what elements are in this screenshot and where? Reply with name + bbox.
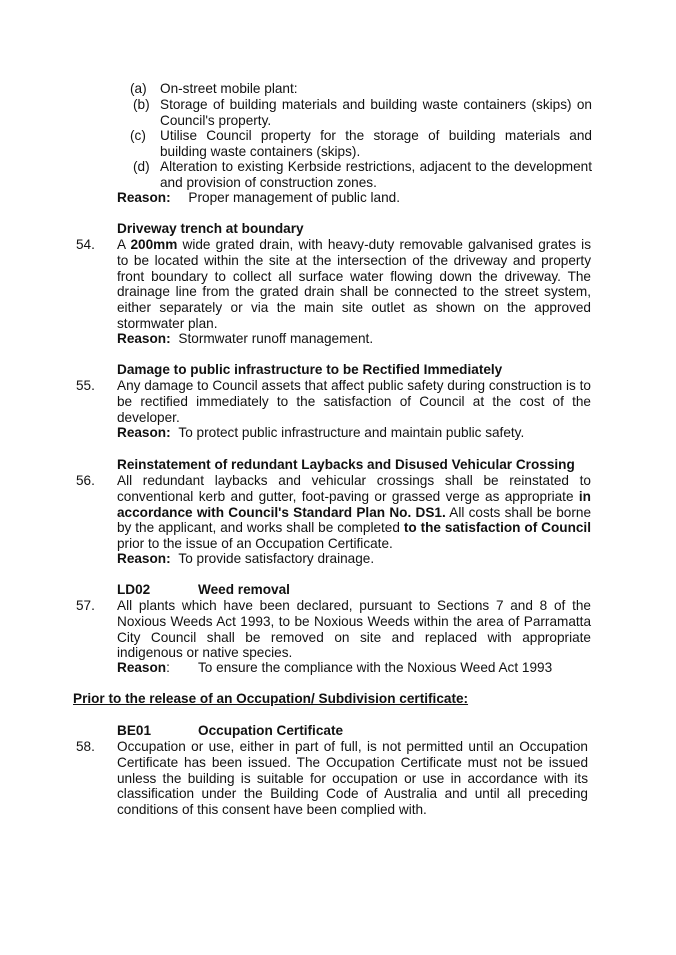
reason-label: Reason: xyxy=(117,190,171,205)
intro-item-text: On-street mobile plant: xyxy=(160,81,298,96)
reason-text: To protect public infrastructure and maintain public safety. xyxy=(178,425,525,440)
condition-57-reason xyxy=(117,660,170,676)
condition-54-text-post: wide grated drain, with heavy-duty removable galvanised grates is to be located within the site at the intersection of the driveway and property front boundary to collect all surface water flowing down the driveway. The drainage line from the grated drain shall be connected to the street system, either separately or via the main site outlet as shown on the approved stormwater plan. xyxy=(117,237,592,331)
condition-58-heading: Occupation Certificate xyxy=(198,723,344,738)
reason-label: Reason: xyxy=(117,551,171,566)
condition-56-text-3: prior to the issue of an Occupation Certificate. xyxy=(117,536,393,552)
condition-56-heading: Reinstatement of redundant Laybacks and Disused Vehicular Crossing xyxy=(117,457,575,472)
reason-label: Reason: xyxy=(117,331,171,346)
intro-item-c xyxy=(130,128,592,160)
condition-56-bold-2: to the satisfaction of Council xyxy=(403,520,591,536)
condition-58-number: 58. xyxy=(76,739,95,754)
intro-item-d xyxy=(133,159,592,191)
intro-reason xyxy=(117,190,400,206)
condition-54-body xyxy=(117,237,591,332)
intro-item-text: Storage of building materials and building waste containers (skips) on Council's property. xyxy=(160,97,592,128)
condition-56-number: 56. xyxy=(76,473,95,488)
intro-item-b xyxy=(133,97,592,129)
condition-57-code: LD02 xyxy=(117,582,151,597)
condition-57-reason-text: To ensure the compliance with the Noxious Weed Act 1993 xyxy=(198,660,553,675)
condition-56-body xyxy=(117,473,591,552)
condition-55-number: 55. xyxy=(76,378,95,393)
condition-54-text-pre: A xyxy=(117,237,131,252)
reason-text: Stormwater runoff management. xyxy=(178,331,374,346)
reason-label: Reason xyxy=(117,660,167,675)
section-heading: Prior to the release of an Occupation/ Subdivision certificate: xyxy=(73,691,469,706)
condition-55-heading: Damage to public infrastructure to be Rectified Immediately xyxy=(117,362,503,377)
condition-54-text-bold: 200mm xyxy=(130,237,178,252)
reason-text: To provide satisfactory drainage. xyxy=(178,551,375,566)
condition-57-body: All plants which have been declared, pursuant to Sections 7 and 8 of the Noxious Weeds Act 1993, to be Noxious Weeds within the area of Parramatta City Council shall be removed on site and replaced with appropriate indigenous or native species. xyxy=(117,598,591,661)
intro-item-text: Alteration to existing Kerbside restrictions, adjacent to the development and provision of construction zones. xyxy=(160,159,592,190)
condition-55-reason xyxy=(117,425,524,441)
condition-54-number: 54. xyxy=(76,237,95,252)
condition-56-bold-1: in accordance with Council's Standard Plan No. DS1. xyxy=(117,488,591,520)
condition-57-number: 57. xyxy=(76,598,95,613)
intro-item-text: Utilise Council property for the storage of building materials and building waste containers (skips). xyxy=(160,128,592,159)
reason-text: Proper management of public land. xyxy=(188,190,401,205)
reason-colon: : xyxy=(166,660,170,675)
condition-57-heading: Weed removal xyxy=(198,582,290,597)
intro-item-label: (a) xyxy=(130,81,147,96)
condition-58-code: BE01 xyxy=(117,723,152,738)
condition-54-reason xyxy=(117,331,373,347)
reason-label: Reason: xyxy=(117,425,171,440)
intro-item-label: (c) xyxy=(130,128,146,143)
condition-56-text-2: All costs shall be borne by the applicant, and works shall be completed xyxy=(117,504,591,536)
condition-54-heading: Driveway trench at boundary xyxy=(117,221,304,236)
condition-55-body: Any damage to Council assets that affect public safety during construction is to be rectified immediately to the satisfaction of Council at the cost of the developer. xyxy=(117,378,591,425)
condition-58-body: Occupation or use, either in part of full, is not permitted until an Occupation Certificate has been issued. The Occupation Certificate must not be issued unless the building is suitable for occupation or use in accordance with its classification under the Building Code of Australia and until all preceding conditions of this consent have been complied with. xyxy=(117,739,588,818)
condition-56-text-1: All redundant laybacks and vehicular crossings shall be reinstated to conventional kerb and gutter, foot-paving or grassed verge as appropriate xyxy=(117,473,591,504)
intro-item-label: (d) xyxy=(133,159,150,174)
intro-item-label: (b) xyxy=(133,97,150,112)
condition-56-reason xyxy=(117,551,374,567)
